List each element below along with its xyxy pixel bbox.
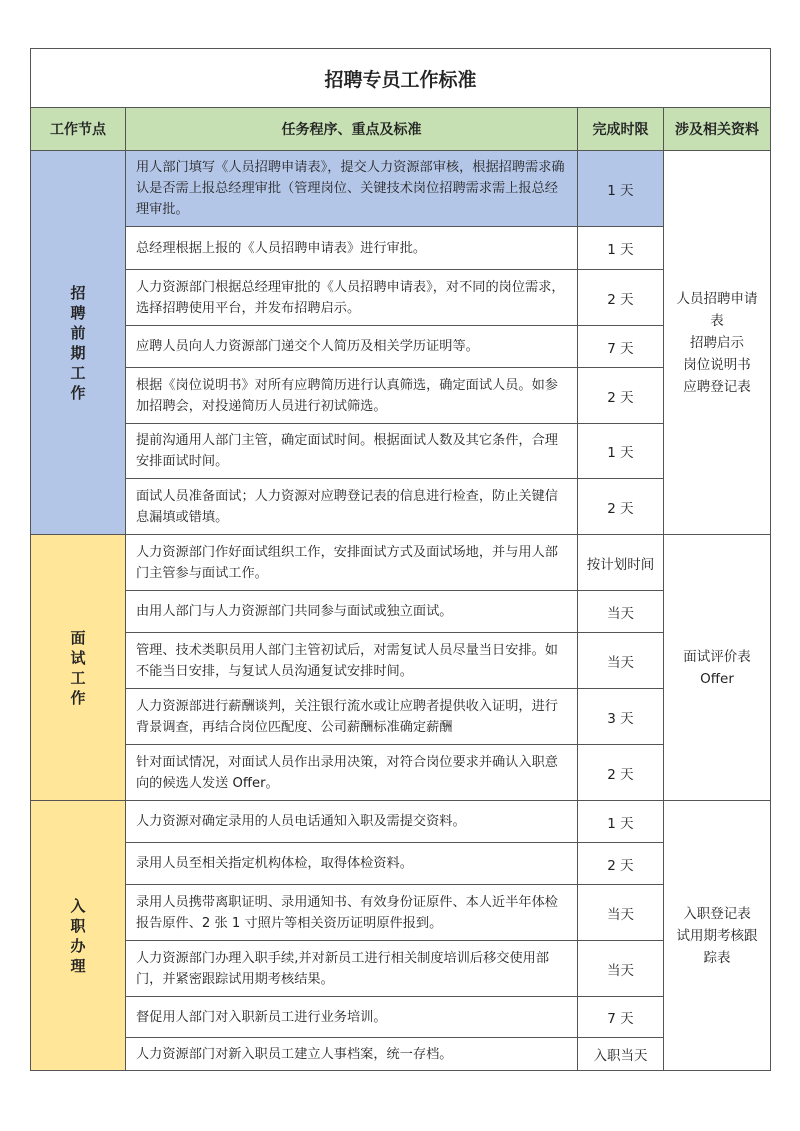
limit-cell: 当天 [578, 591, 664, 633]
task-cell: 应聘人员向人力资源部门递交个人简历及相关学历证明等。 [126, 326, 578, 368]
materials-cell [664, 535, 771, 801]
task-cell: 人力资源部门作好面试组织工作，安排面试方式及面试场地，并与用人部门主管参与面试工作。 [126, 535, 578, 591]
materials-cell [664, 801, 771, 1071]
limit-cell: 1 天 [578, 424, 664, 479]
materials-cell [664, 151, 771, 535]
page-title: 招聘专员工作标准 [31, 49, 771, 108]
task-cell: 录用人员携带离职证明、录用通知书、有效身份证原件、本人近半年体检报告原件、2 张 1 寸照片等相关资历证明原件报到。 [126, 885, 578, 941]
task-cell: 用人部门填写《人员招聘申请表》，提交人力资源部审核，根据招聘需求确认是否需上报总经理审批（管理岗位、关键技术岗位招聘需求需上报总经理审批。 [126, 151, 578, 227]
table-row [31, 535, 771, 591]
material-item: 应聘登记表 [683, 378, 751, 395]
table-row [31, 885, 771, 941]
material-item: 岗位说明书 [683, 356, 751, 373]
task-cell: 管理、技术类职员用人部门主管初试后，对需复试人员尽量当日安排。如不能当日安排，与复试人员沟通复试安排时间。 [126, 633, 578, 689]
limit-cell: 2 天 [578, 843, 664, 885]
stage-name: 招聘前期工作 [70, 283, 86, 402]
table-row [31, 941, 771, 997]
limit-cell: 7 天 [578, 997, 664, 1038]
limit-cell: 1 天 [578, 151, 664, 227]
header-row [31, 108, 771, 151]
stage-cell [31, 535, 126, 801]
table-row [31, 227, 771, 270]
table-row [31, 997, 771, 1038]
limit-cell: 2 天 [578, 270, 664, 326]
material-item: 面试评价表 [683, 648, 751, 665]
limit-cell: 当天 [578, 941, 664, 997]
task-cell: 人力资源部门办理入职手续,并对新员工进行相关制度培训后移交使用部门，并紧密跟踪试用期考核结果。 [126, 941, 578, 997]
task-cell: 提前沟通用人部门主管，确定面试时间。根据面试人数及其它条件，合理安排面试时间。 [126, 424, 578, 479]
task-cell: 根据《岗位说明书》对所有应聘简历进行认真筛选，确定面试人员。如参加招聘会，对投递简历人员进行初试筛选。 [126, 368, 578, 424]
work-standard-table [30, 48, 771, 1071]
task-cell: 针对面试情况，对面试人员作出录用决策，对符合岗位要求并确认入职意向的候选人发送 Offer。 [126, 745, 578, 801]
header-limit: 完成时限 [578, 108, 664, 151]
limit-cell: 入职当天 [578, 1038, 664, 1071]
table-row [31, 270, 771, 326]
table-row [31, 689, 771, 745]
table-row [31, 801, 771, 843]
material-item: 试用期考核跟踪表 [676, 927, 758, 966]
material-item: 入职登记表 [683, 905, 751, 922]
limit-cell: 2 天 [578, 368, 664, 424]
stage-cell [31, 801, 126, 1071]
limit-cell: 2 天 [578, 479, 664, 535]
task-cell: 面试人员准备面试；人力资源对应聘登记表的信息进行检查，防止关键信息漏填或错填。 [126, 479, 578, 535]
limit-cell: 当天 [578, 885, 664, 941]
table-row [31, 424, 771, 479]
title-row [31, 49, 771, 108]
task-cell: 督促用人部门对入职新员工进行业务培训。 [126, 997, 578, 1038]
limit-cell: 1 天 [578, 227, 664, 270]
material-item: Offer [700, 670, 734, 687]
task-cell: 由用人部门与人力资源部门共同参与面试或独立面试。 [126, 591, 578, 633]
table-row [31, 633, 771, 689]
table-row [31, 479, 771, 535]
table-row [31, 326, 771, 368]
task-cell: 人力资源部门根据总经理审批的《人员招聘申请表》，对不同的岗位需求，选择招聘使用平台，并发布招聘启示。 [126, 270, 578, 326]
task-cell: 人力资源对确定录用的人员电话通知入职及需提交资料。 [126, 801, 578, 843]
table-row [31, 843, 771, 885]
limit-cell: 3 天 [578, 689, 664, 745]
stage-name: 入职办理 [70, 896, 86, 975]
limit-cell: 按计划时间 [578, 535, 664, 591]
table-row [31, 591, 771, 633]
table-row [31, 151, 771, 227]
header-task: 任务程序、重点及标准 [126, 108, 578, 151]
limit-cell: 当天 [578, 633, 664, 689]
task-cell: 录用人员至相关指定机构体检，取得体检资料。 [126, 843, 578, 885]
limit-cell: 1 天 [578, 801, 664, 843]
task-cell: 人力资源部进行薪酬谈判，关注银行流水或让应聘者提供收入证明，进行背景调查，再结合岗位匹配度、公司薪酬标准确定薪酬 [126, 689, 578, 745]
header-stage: 工作节点 [31, 108, 126, 151]
table-row [31, 368, 771, 424]
task-cell: 人力资源部门对新入职员工建立人事档案，统一存档。 [126, 1038, 578, 1071]
table-row [31, 745, 771, 801]
stage-cell [31, 151, 126, 535]
limit-cell: 2 天 [578, 745, 664, 801]
header-materials: 涉及相关资料 [664, 108, 771, 151]
stage-name: 面试工作 [70, 628, 86, 707]
material-item: 人员招聘申请表 [676, 290, 758, 329]
limit-cell: 7 天 [578, 326, 664, 368]
table-row [31, 1038, 771, 1071]
material-item: 招聘启示 [690, 334, 744, 351]
task-cell: 总经理根据上报的《人员招聘申请表》进行审批。 [126, 227, 578, 270]
